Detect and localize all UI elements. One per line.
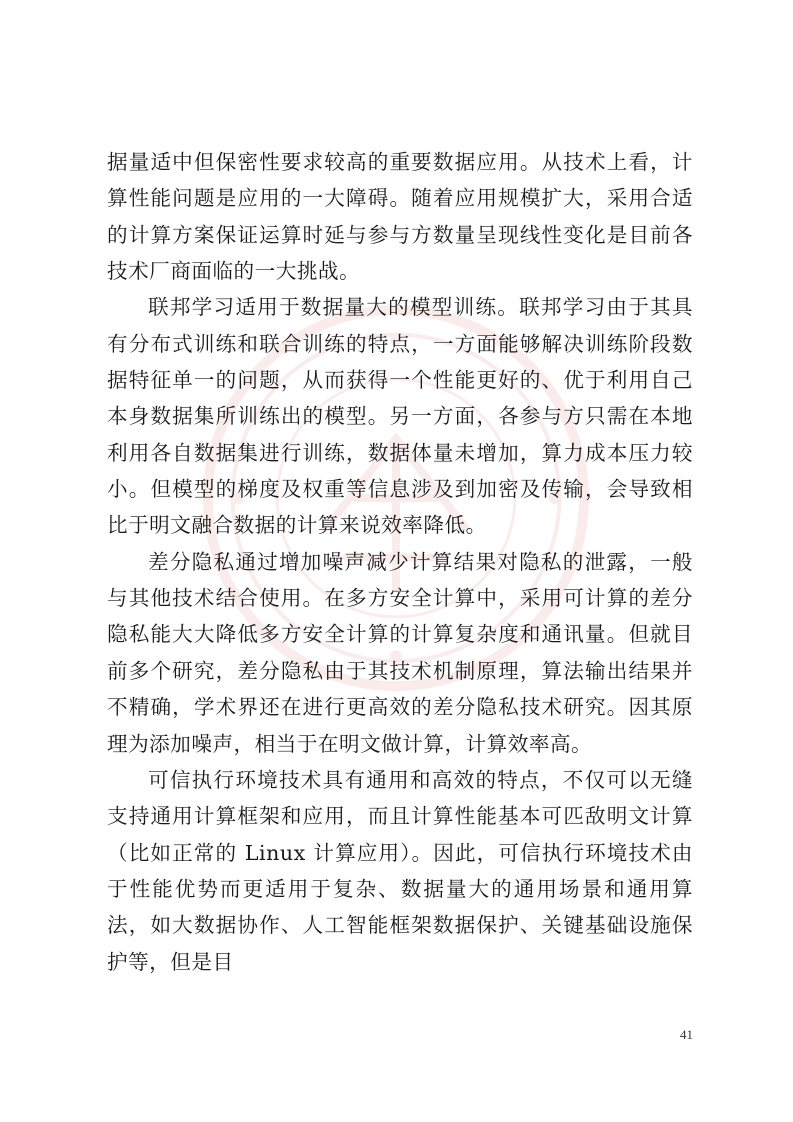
paragraph-3: 差分隐私通过增加噪声减少计算结果对隐私的泄露，一般与其他技术结合使用。在多方安全计算中，采用可计算的差分隐私能大大降低多方安全计算的计算复杂度和通讯量。但就目前多个研究，差分隐私由于其技术机制原理，算法输出结果并不精确，学术界还在进行更高效的差分隐私技术研究。因其原理为添加噪声，相当于在明文做计算，计算效率高。 bbox=[107, 549, 693, 756]
page-number: 41 bbox=[680, 1027, 693, 1042]
paragraph-2: 联邦学习适用于数据量大的模型训练。联邦学习由于其具有分布式训练和联合训练的特点，一方面能够解决训练阶段数据特征单一的问题，从而获得一个性能更好的、优于利用自己本身数据集所训练出的模型。另一方面，各参与方只需在本地利用各自数据集进行训练，数据体量未增加，算力成本压力较小。但模型的梯度及权重等信息涉及到加密及传输，会导致相比于明文融合数据的计算来说效率降低。 bbox=[107, 295, 693, 538]
body-text bbox=[107, 144, 693, 980]
paragraph-4: 可信执行环境技术具有通用和高效的特点，不仅可以无缝支持通用计算框架和应用，而且计算性能基本可匹敌明文计算（比如正常的 Linux 计算应用）。因此，可信执行环境技术由于性能优势而更适用于复杂、数据量大的通用场景和通用算法，如大数据协作、人工智能框架数据保护、关键基础设施保护等，但是目 bbox=[107, 767, 693, 974]
paragraph-1: 据量适中但保密性要求较高的重要数据应用。从技术上看，计算性能问题是应用的一大障碍。随着应用规模扩大，采用合适的计算方案保证运算时延与参与方数量呈现线性变化是目前各技术厂商面临的一大挑战。 bbox=[107, 150, 693, 284]
